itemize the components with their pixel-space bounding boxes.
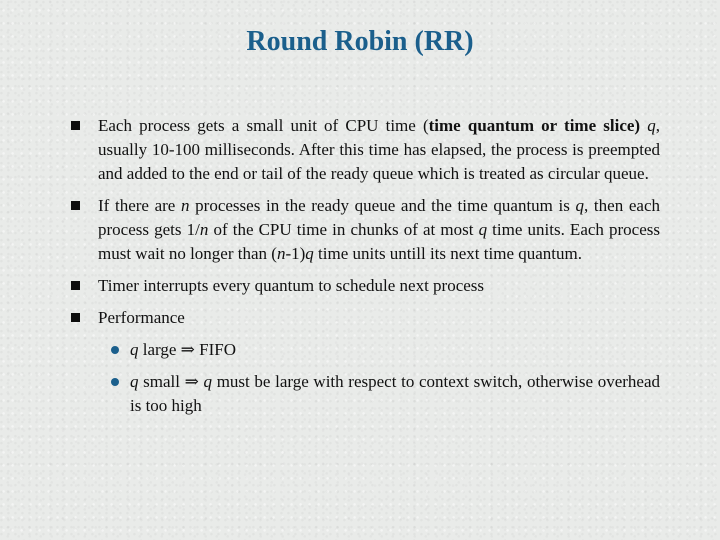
bullet-italic-text: q: [130, 372, 139, 391]
bullet-italic-text: q: [130, 340, 139, 359]
bullet-text: Each process gets a small unit of CPU time (: [98, 116, 429, 135]
slide-title: Round Robin (RR): [246, 26, 474, 57]
bullet-text: , usually 10-100 milliseconds. After this time has elapsed, the process is preempted and added to the end or tail of the ready queue which is treated as circular queue.: [98, 116, 661, 183]
round-bullet-icon: [111, 378, 119, 386]
bullet-italic-text: q: [203, 372, 213, 391]
bullet-text: FIFO: [194, 340, 237, 359]
square-bullet-icon: [71, 313, 80, 322]
bullet-text: small: [138, 372, 185, 391]
implies-symbol: ⇒: [184, 372, 199, 391]
bullet-text: Timer interrupts every quantum to schedule next process: [98, 276, 485, 295]
bullet-italic-text: q: [305, 244, 314, 263]
bullet-text: If there are: [98, 196, 182, 215]
bullet-time-quantum: [70, 114, 660, 186]
sub-bullet-list: [98, 338, 660, 418]
square-bullet-icon: [71, 201, 80, 210]
sub-bullet-q-large: [98, 338, 660, 362]
bullet-text: -1): [285, 244, 306, 263]
bullet-timer-interrupts: [70, 274, 660, 298]
bullet-list: [70, 114, 660, 426]
implies-symbol: ⇒: [180, 340, 195, 359]
bullet-italic-text: q: [647, 116, 656, 135]
bullet-text: processes in the ready queue and the time quantum is: [189, 196, 576, 215]
bullet-italic-text: n: [276, 244, 286, 263]
bullet-performance: [70, 306, 660, 418]
square-bullet-icon: [71, 281, 80, 290]
bullet-text: of the CPU time in chunks of at most: [208, 220, 479, 239]
bullet-italic-text: n: [199, 220, 209, 239]
round-bullet-icon: [111, 346, 119, 354]
bullet-text: Performance: [98, 308, 185, 327]
bullet-bold-text: time quantum or time slice): [428, 116, 641, 135]
bullet-text: time units untill its next time quantum.: [313, 244, 582, 263]
bullet-italic-text: q: [575, 196, 585, 215]
bullet-text: must be large with respect to context switch, otherwise overhead is too high: [130, 372, 660, 415]
bullet-n-processes: [70, 194, 660, 266]
sub-bullet-q-small: [98, 370, 660, 418]
bullet-text: large: [138, 340, 181, 359]
bullet-italic-text: q: [478, 220, 488, 239]
bullet-text: , then each process gets 1/: [98, 196, 660, 239]
bullet-italic-text: n: [181, 196, 190, 215]
bullet-text: time units. Each process must wait no longer than (: [98, 220, 661, 263]
square-bullet-icon: [71, 121, 80, 130]
